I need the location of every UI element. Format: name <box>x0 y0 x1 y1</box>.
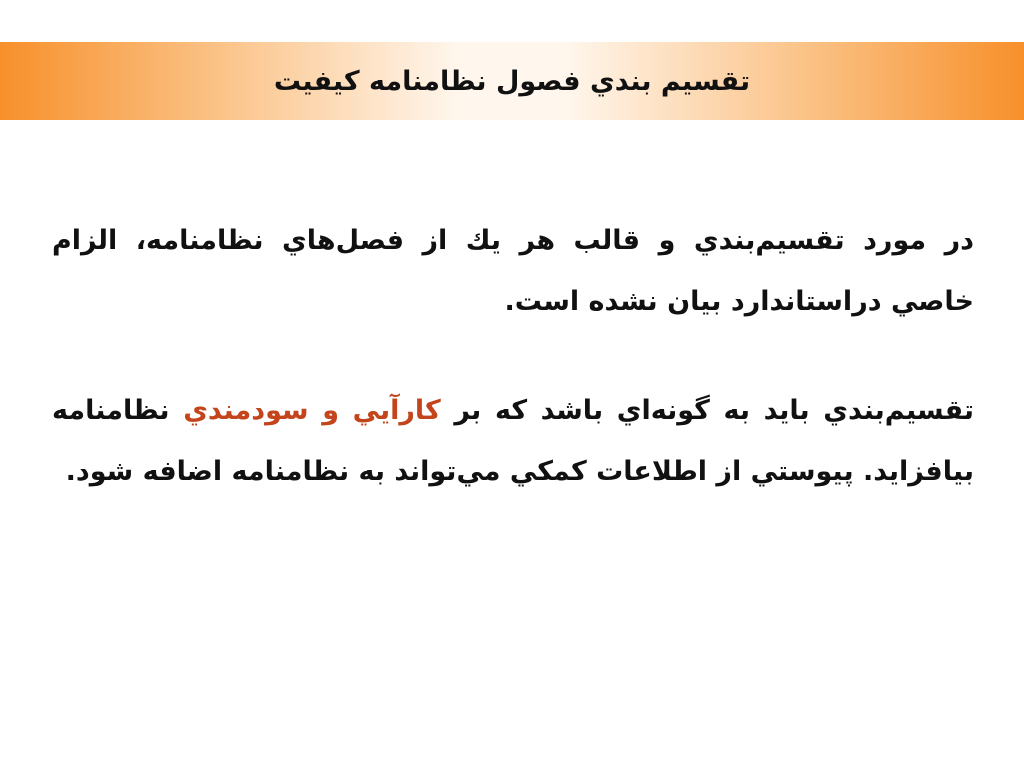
paragraph-1-text: در مورد تقسيم‌بندي و قالب هر يك از فصل‌هاي نظامنامه، الزام خاصي دراستاندارد بيان نشده است. <box>52 225 974 317</box>
paragraph-2-after: نظامنامه بيافزايد. پيوستي از اطلاعات كمكي مي‌تواند به نظامنامه اضافه شود. <box>52 395 974 487</box>
paragraph-2-highlight: كارآيي و سودمندي <box>183 395 441 426</box>
paragraph-2 <box>52 380 974 502</box>
title-bar <box>0 42 1024 120</box>
paragraph-1 <box>52 210 974 332</box>
paragraph-2-before: تقسيم‌بندي بايد به گونه‌اي باشد كه بر <box>440 395 975 426</box>
slide-title: تقسيم بندي فصول نظامنامه كيفيت <box>273 65 751 97</box>
